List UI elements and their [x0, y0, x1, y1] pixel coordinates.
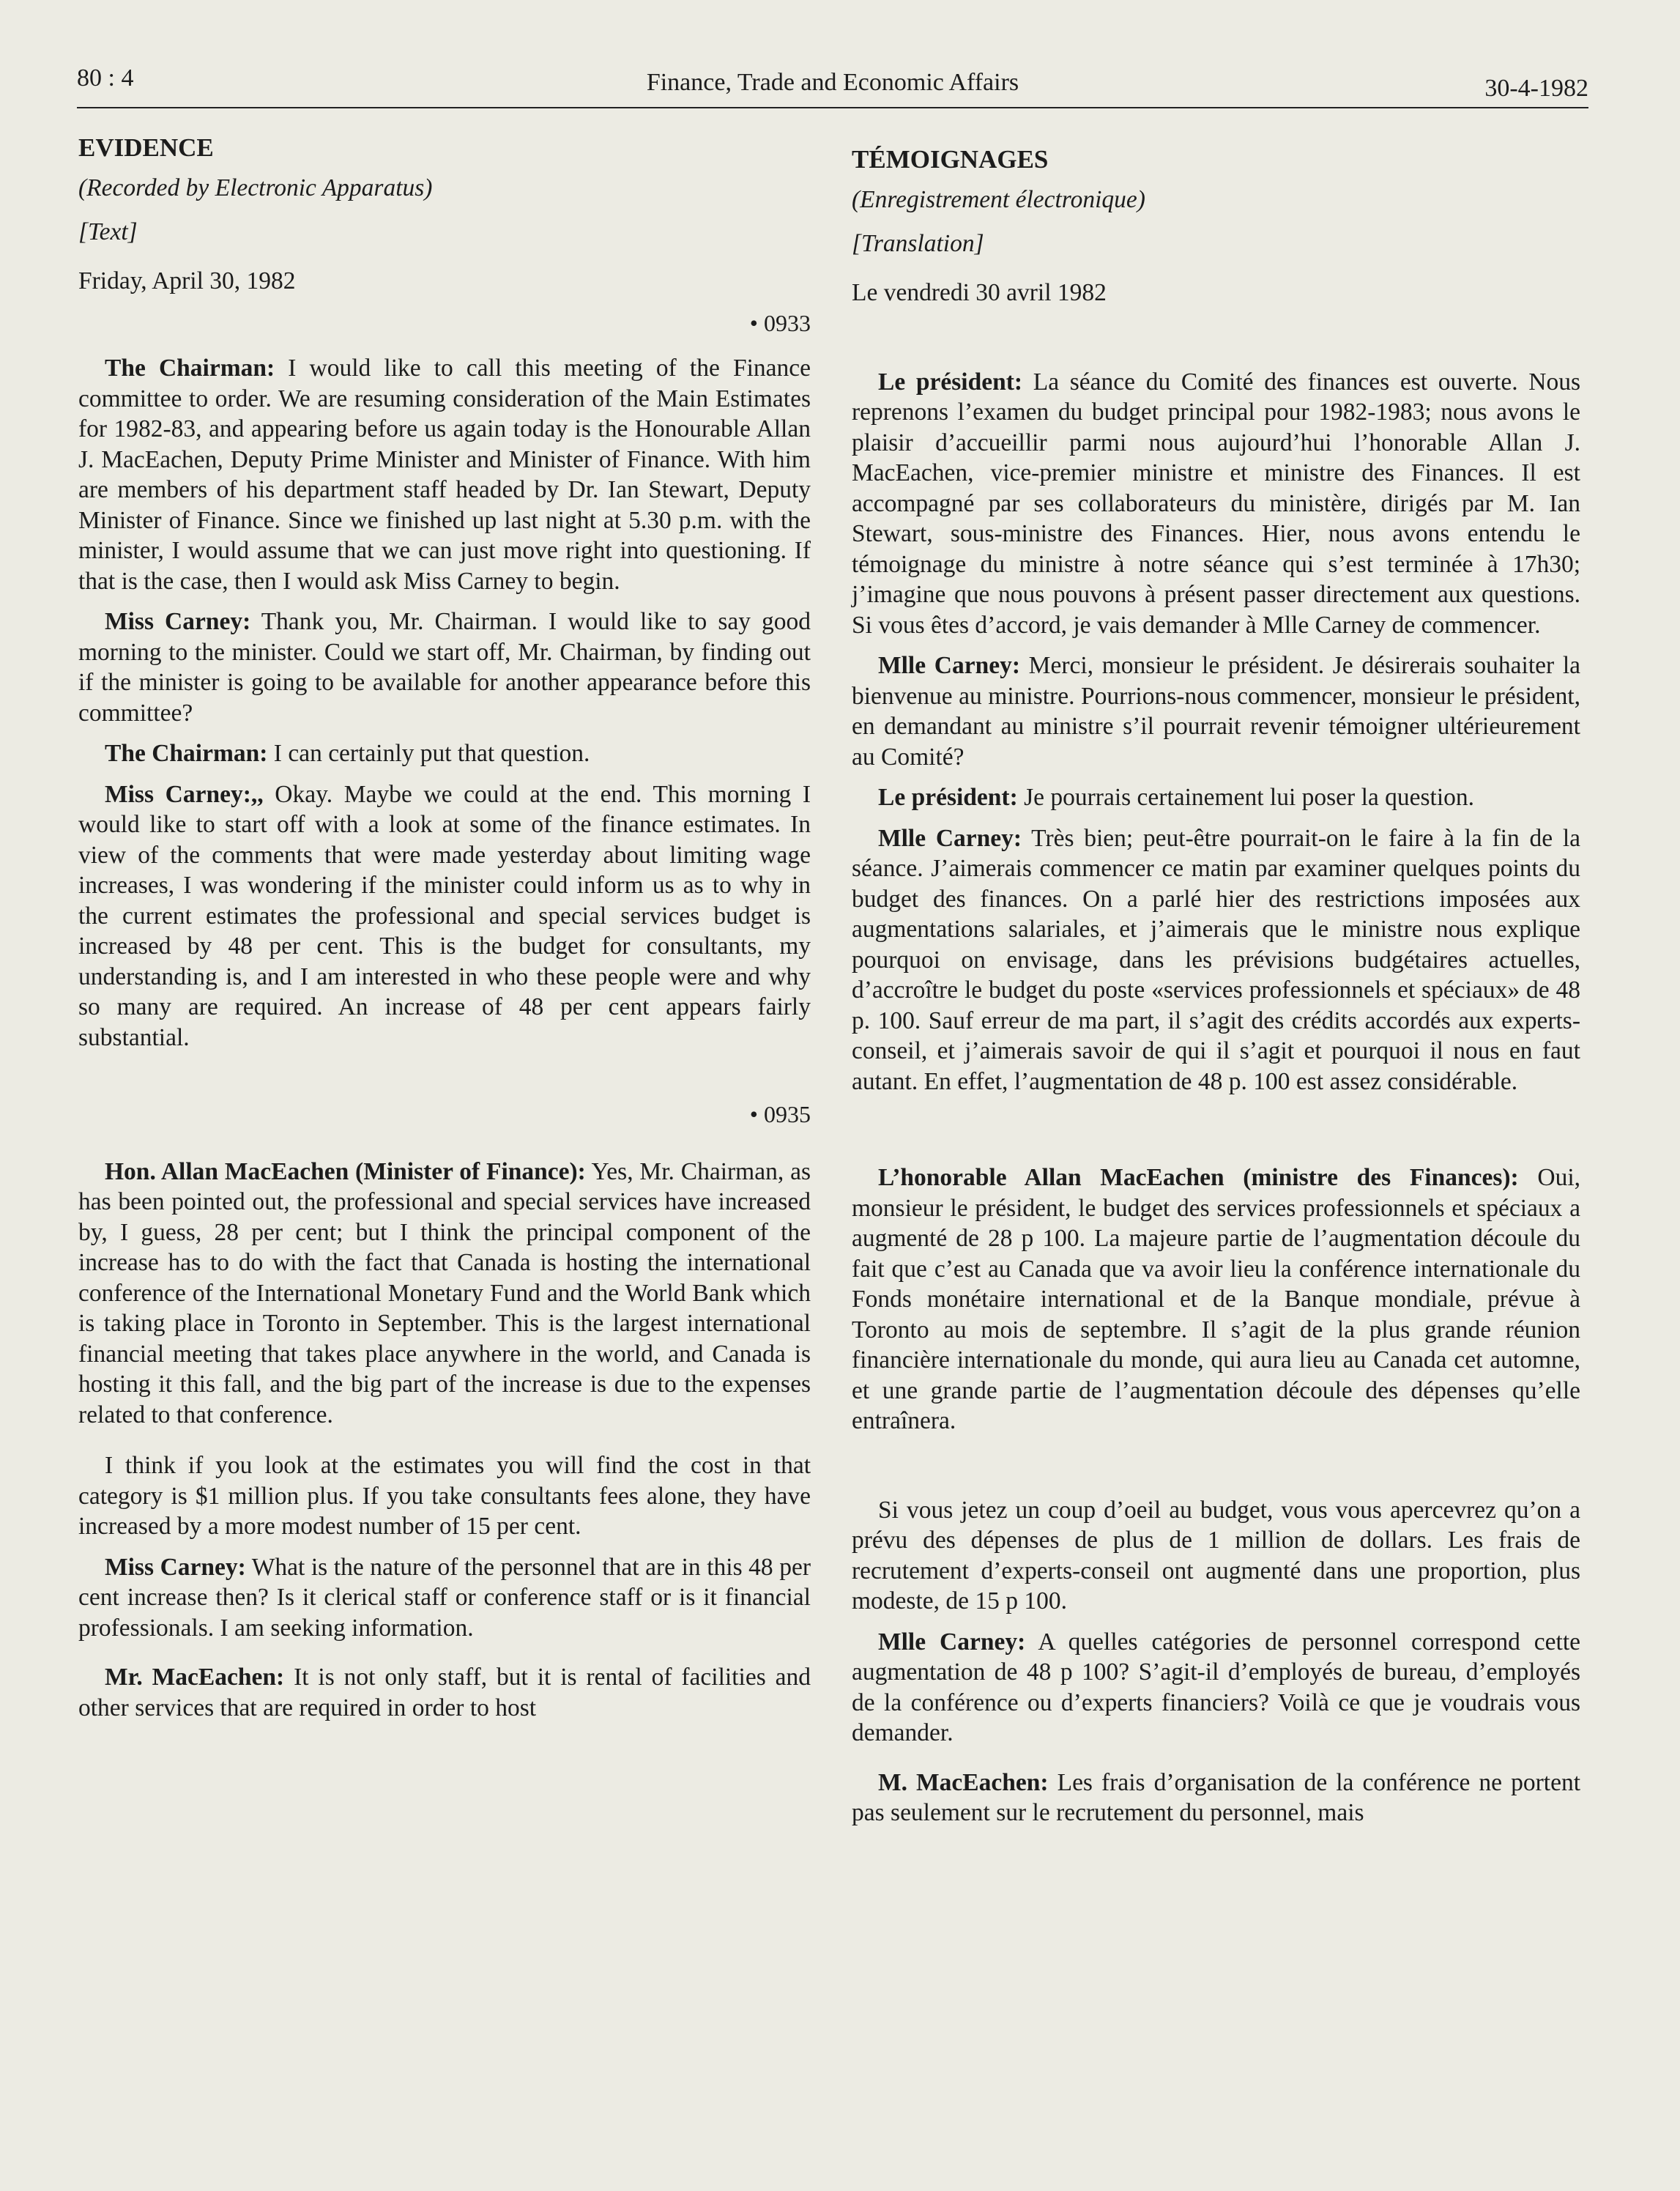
- speech: A quelles catégories de personnel correspond cette augmentation de 48 p 100? S’agit-il d’employés de bureau, d’employés de la conférence ou d’experts financiers? Voilà ce que je voudrais vous demander.: [852, 1628, 1580, 1746]
- paragraph: [78, 1157, 811, 1431]
- page-number: 80 : 4: [77, 64, 134, 92]
- paragraph: I think if you look at the estimates you will find the cost in that category is $1 million plus. If you take consultants fees alone, they have increased by a more modest number of 15 per cent.: [78, 1452, 811, 1540]
- speech: I would like to call this meeting of the Finance committee to order. We are resuming consideration of the Main Estimates for 1982-83, and appearing before us again today is the Honourable Allan J. MacEachen, Deputy Prime Minister and Minister of Finance. With him are members of his department staff headed by Dr. Ian Stewart, Deputy Minister of Finance. Since we finished up last night at 5.30 p.m. with the minister, I would assume that we can just move right into questioning. If that is the case, then I would ask Miss Carney to begin.: [78, 355, 811, 595]
- meeting-date: Le vendredi 30 avril 1982: [852, 279, 1107, 306]
- speaker: M. MacEachen:: [878, 1768, 1049, 1796]
- header-date: 30-4-1982: [1484, 75, 1588, 102]
- speaker: L’honorable Allan MacEachen (ministre des Finances):: [878, 1164, 1519, 1191]
- speech: It is not only staff, but it is rental of facilities and other services that are required in order to host: [78, 1664, 811, 1721]
- speech: Oui, monsieur le président, le budget des services professionnels et spéciaux a augmenté de 28 p 100. La majeure partie de l’augmentation découle du fait que c’est au Canada que va avoir lieu la conférence internationale du Fonds monétaire international et de la Banque mondiale, prévue à Toronto au mois de septembre. Il s’agit de la plus grande réunion financière internationale du monde, qui aura lieu au Canada cet automne, et une grande partie de l’augmentation découle des dépenses qu’elle entraînera.: [852, 1164, 1581, 1434]
- speaker: Le président:: [878, 784, 1018, 811]
- speaker: Miss Carney:: [105, 1553, 246, 1581]
- meeting-date: Friday, April 30, 1982: [78, 267, 296, 294]
- section-subheading: (Recorded by Electronic Apparatus): [78, 174, 433, 201]
- speaker: Mlle Carney:: [878, 824, 1022, 852]
- speech: Okay. Maybe we could at the end. This morning I would like to start off with a look at some of the finance estimates. In view of the comments that were made yesterday about limiting wage increases, I was wondering if the minister could inform us as to why in the current estimates the professional and special services budget is increased by 48 per cent. This is the budget for consultants, my understanding is, and I am interested in who these people were and why so many are required. An increase of 48 per cent appears fairly substantial.: [78, 780, 811, 1051]
- speech: Les frais d’organisation de la conférence ne portent pas seulement sur le recrutement du personnel, mais: [852, 1768, 1580, 1826]
- paragraph: [78, 738, 811, 769]
- speaker: Mlle Carney:: [878, 1628, 1026, 1656]
- speech: What is the nature of the personnel that are in this 48 per cent increase then? Is it clerical staff or conference staff or is it financial professionals. I am seeking information.: [78, 1553, 811, 1642]
- time-stamp: • 0933: [749, 309, 811, 336]
- speaker: Mlle Carney:: [878, 652, 1020, 679]
- header-rule: [77, 107, 1588, 108]
- section-heading: EVIDENCE: [78, 133, 214, 162]
- paragraph: [78, 1662, 811, 1723]
- speaker: The Chairman:: [105, 355, 275, 382]
- paragraph: [78, 607, 811, 728]
- speaker: Miss Carney:: [105, 608, 251, 635]
- paragraph: [78, 1552, 811, 1644]
- speech: La séance du Comité des finances est ouverte. Nous reprenons l’examen du budget principal pour 1982-1983; nous avons le plaisir d’accueillir parmi nous aujourd’hui l’honorable Allan J. MacEachen, vice-premier ministre et ministre des Finances. Il est accompagné par ses collaborateurs du ministère, dirigés par M. Ian Stewart, sous-ministre des Finances. Hier, nous avons entendu le témoignage du ministre à notre séance qui s’est terminée à 17h30; j’imagine que nous pouvons à présent passer directement aux questions. Si vous êtes d’accord, je vais demander à Mlle Carney de commencer.: [852, 368, 1580, 639]
- speaker: Hon. Allan MacEachen (Minister of Finance):: [105, 1157, 586, 1185]
- speech: I can certainly put that question.: [267, 740, 590, 767]
- language-note: [Text]: [78, 218, 138, 245]
- paragraph: [852, 367, 1580, 641]
- speaker: The Chairman:: [105, 740, 268, 767]
- paragraph: [78, 779, 811, 1053]
- section-heading: TÉMOIGNAGES: [852, 145, 1049, 174]
- speaker: Le président:: [878, 368, 1023, 396]
- paragraph: [78, 353, 811, 596]
- paragraph: [852, 1768, 1580, 1828]
- paragraph: [852, 650, 1580, 772]
- speech: Très bien; peut-être pourrait-on le faire à la fin de la séance. J’aimerais commencer ce matin par examiner quelques points du budget des finances. On a parlé hier des restrictions imposées aux augmentations salariales, et j’aimerais que le ministre nous explique pourquoi on envisage, dans les prévisions budgétaires actuelles, d’accroître le budget du poste «services professionnels et spéciaux» de 48 p. 100. Sauf erreur de ma part, il s’agit des crédits accordés aux experts-conseil, et j’aimerais savoir de qui il s’agit et pourquoi il nous en faut autant. En effet, l’augmentation de 48 p. 100 est assez considérable.: [852, 824, 1580, 1095]
- running-title: Finance, Trade and Economic Affairs: [646, 69, 1019, 96]
- speech: Thank you, Mr. Chairman. I would like to say good morning to the minister. Could we start off, Mr. Chairman, by finding out if the minister is going to be available for another appearance before this committee?: [78, 608, 811, 727]
- speaker: Mr. MacEachen:: [105, 1664, 285, 1691]
- speech: Je pourrais certainement lui poser la question.: [1017, 784, 1475, 811]
- page-header: [77, 64, 1588, 104]
- speaker: Miss Carney:,,: [105, 780, 264, 808]
- french-column: [852, 144, 1580, 1839]
- paragraph: [852, 782, 1580, 813]
- section-subheading: (Enregistrement électronique): [852, 186, 1145, 213]
- speech: Merci, monsieur le président. Je désirerais souhaiter la bienvenue au ministre. Pourrions-nous commencer, monsieur le président, en demandant au ministre s’il pourrait revenir témoigner ultérieurement au Comité?: [852, 652, 1580, 771]
- paragraph: [852, 823, 1580, 1097]
- paragraph: [852, 1627, 1580, 1749]
- paragraph: [852, 1163, 1580, 1436]
- paragraph: Si vous jetez un coup d’oeil au budget, vous vous apercevrez qu’on a prévu des dépenses de plus de 1 million de dollars. Les frais de recrutement d’experts-conseil ont augmenté dans une proportion, plus modeste, de 15 p 100.: [852, 1496, 1580, 1614]
- english-column: [78, 132, 811, 1733]
- language-note: [Translation]: [852, 229, 984, 257]
- time-stamp: • 0935: [749, 1101, 811, 1127]
- speech: Yes, Mr. Chairman, as has been pointed out, the professional and special services have increased by, I guess, 28 per cent; but I think the principal component of the increase has to do with the fact that Canada is hosting the international conference of the International Monetary Fund and the World Bank which is taking place in Toronto in September. This is the largest international financial meeting that takes place anywhere in the world, and Canada is hosting it this fall, and the big part of the increase is due to the expenses related to that conference.: [78, 1157, 811, 1428]
